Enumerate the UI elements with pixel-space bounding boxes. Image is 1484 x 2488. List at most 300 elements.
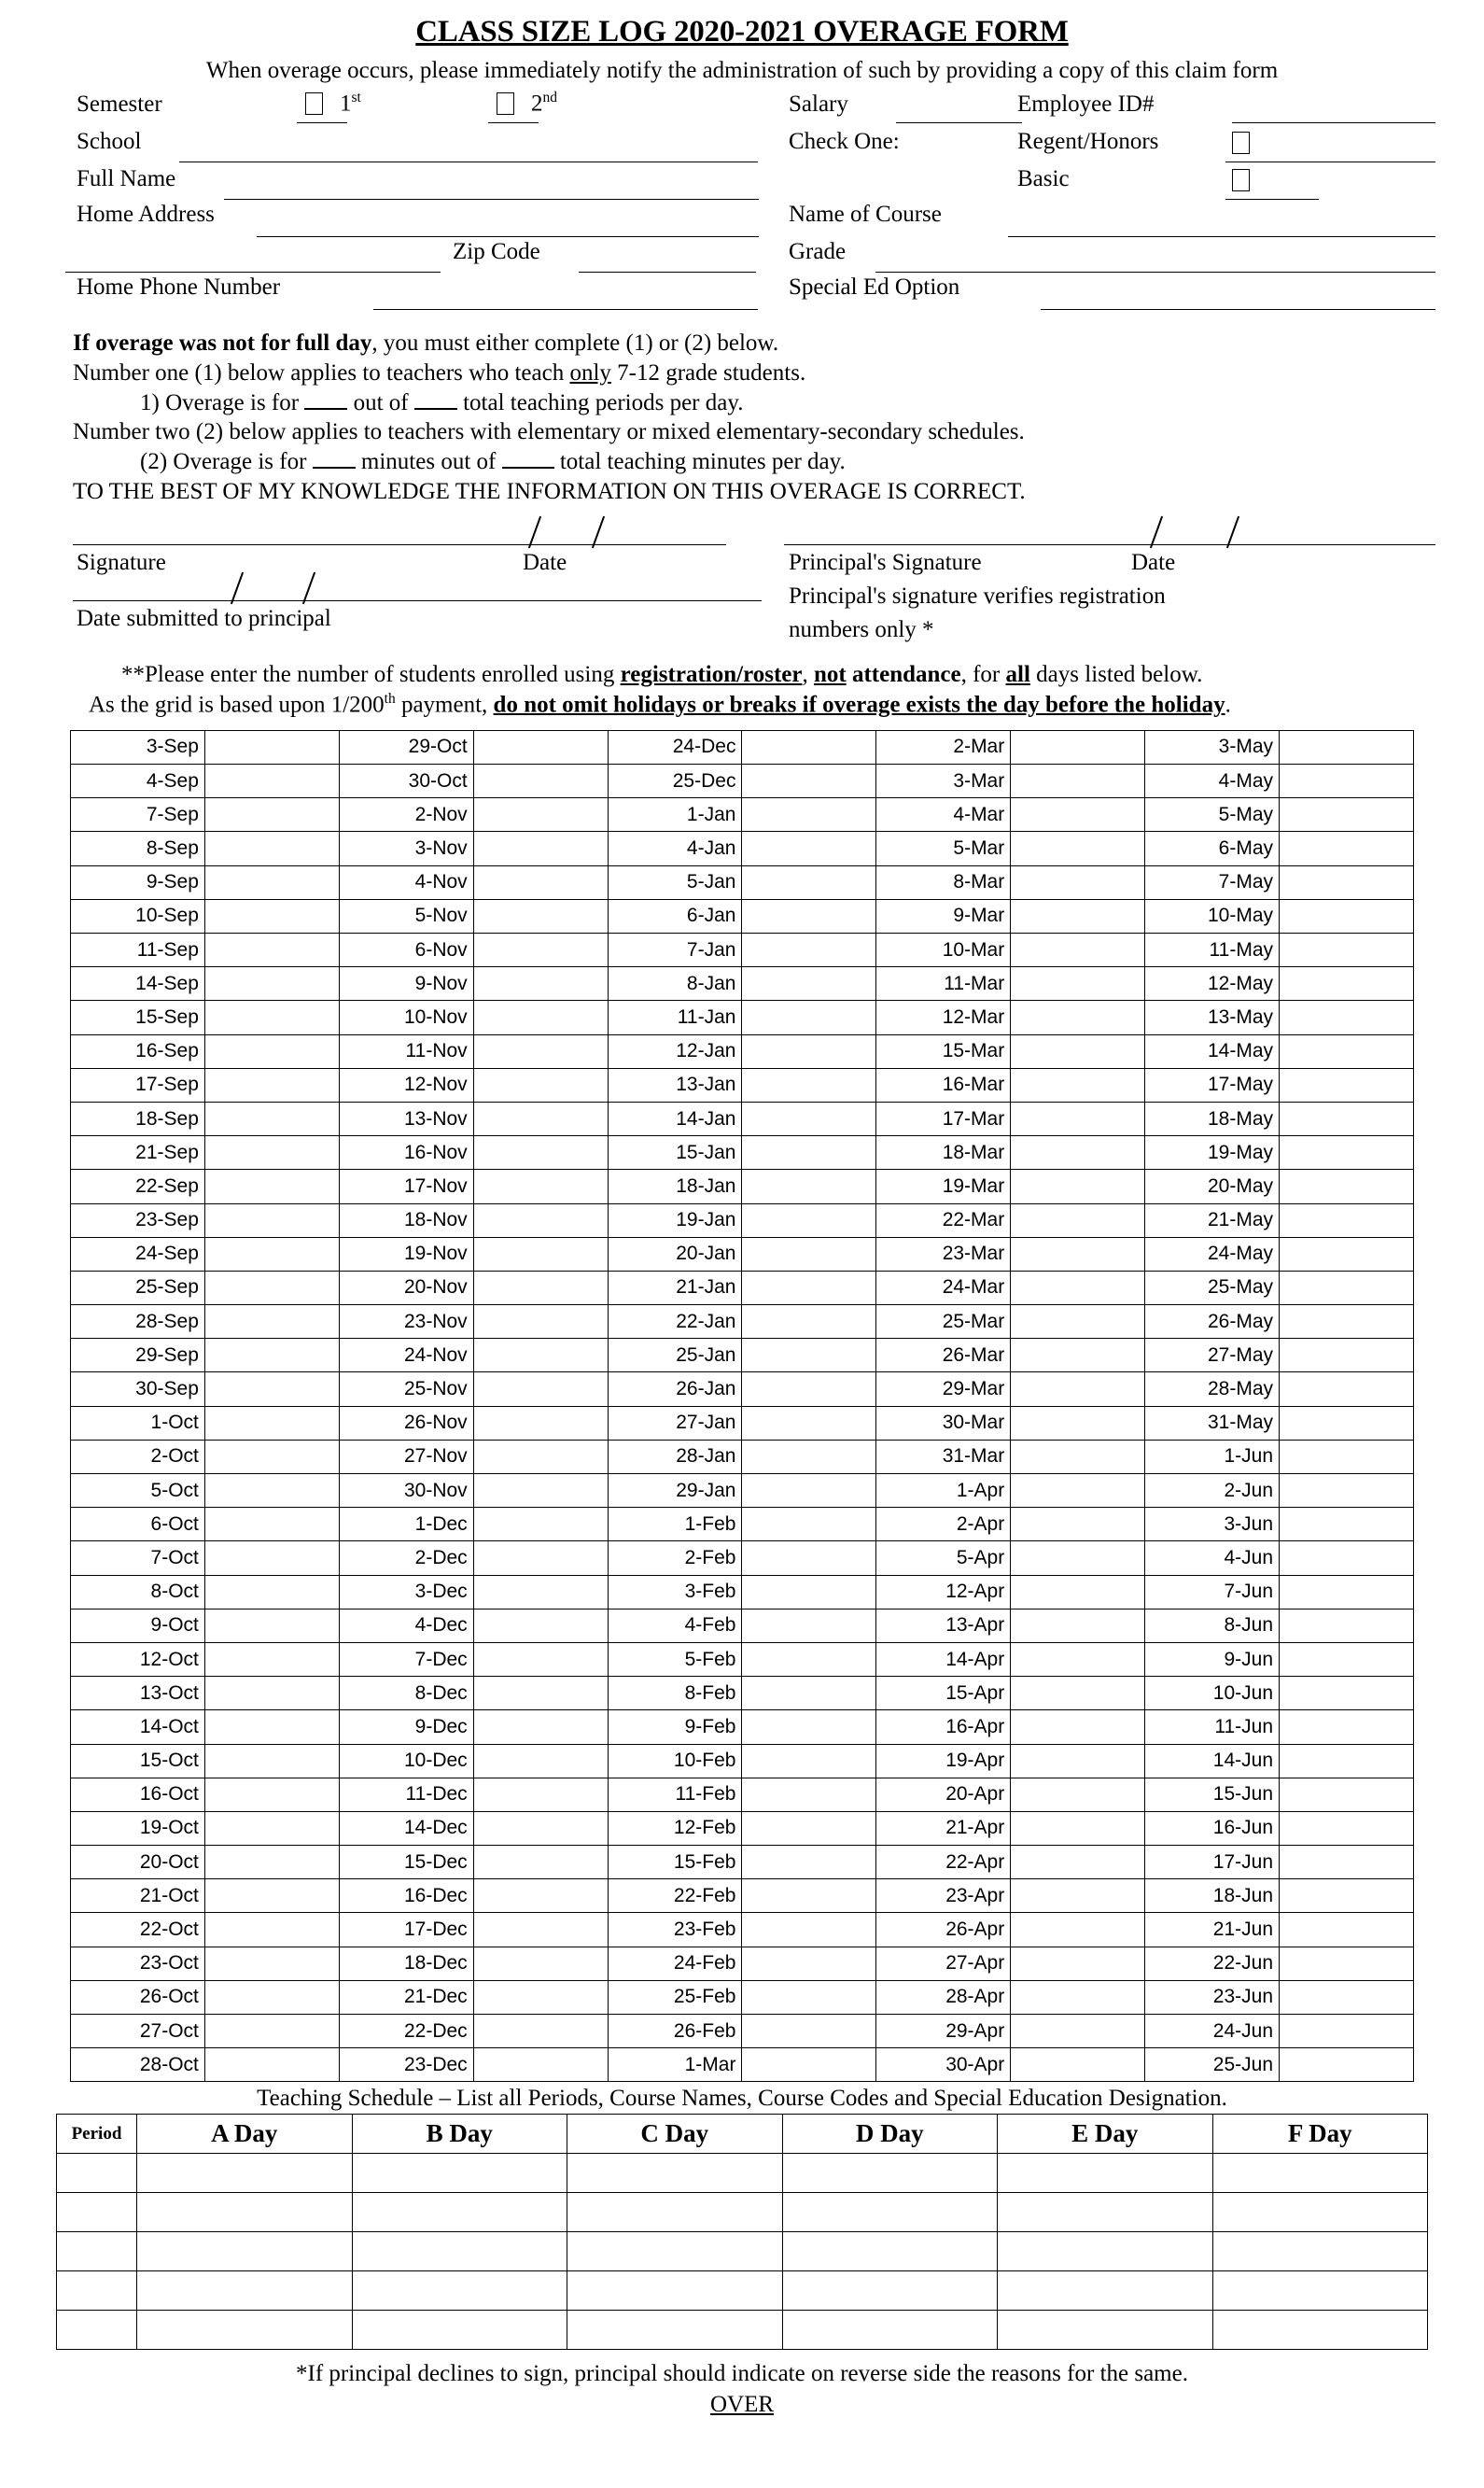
enrollment-entry-cell[interactable] <box>742 967 876 1001</box>
schedule-course-cell[interactable] <box>782 2154 998 2193</box>
enrollment-entry-cell[interactable] <box>1011 1846 1145 1879</box>
enrollment-entry-cell[interactable] <box>1011 1609 1145 1642</box>
schedule-period-cell[interactable] <box>57 2271 137 2311</box>
enrollment-entry-cell[interactable] <box>204 1710 339 1744</box>
schedule-course-cell[interactable] <box>998 2271 1213 2311</box>
enrollment-entry-cell[interactable] <box>1011 1305 1145 1339</box>
schedule-course-cell[interactable] <box>352 2271 567 2311</box>
enrollment-entry-cell[interactable] <box>742 765 876 798</box>
enrollment-entry-cell[interactable] <box>204 1372 339 1406</box>
enrollment-entry-cell[interactable] <box>473 1609 608 1642</box>
date-cell: 11-May <box>1145 934 1280 967</box>
enrollment-entry-cell[interactable] <box>742 899 876 933</box>
enrollment-entry-cell[interactable] <box>204 1609 339 1642</box>
enrollment-entry-cell[interactable] <box>204 1305 339 1339</box>
schedule-course-cell[interactable] <box>137 2232 353 2271</box>
salary-field[interactable] <box>896 122 1022 123</box>
enrollment-entry-cell[interactable] <box>473 1710 608 1744</box>
enrollment-entry-cell[interactable] <box>473 1237 608 1271</box>
enrollment-entry-cell[interactable] <box>473 1271 608 1304</box>
enrollment-entry-cell[interactable] <box>473 899 608 933</box>
enrollment-entry-cell[interactable] <box>742 1203 876 1237</box>
date-cell: 4-Mar <box>876 798 1011 832</box>
overage-periods-blank[interactable] <box>304 408 347 410</box>
enrollment-entry-cell[interactable] <box>742 865 876 899</box>
zip-code-field[interactable] <box>579 272 756 273</box>
enrollment-entry-cell[interactable] <box>204 934 339 967</box>
enrollment-entry-cell[interactable] <box>1011 1879 1145 1913</box>
schedule-course-cell[interactable] <box>567 2232 783 2271</box>
enrollment-entry-cell[interactable] <box>204 1846 339 1879</box>
regent-honors-label: Regent/Honors <box>1017 129 1159 155</box>
enrollment-entry-cell[interactable] <box>473 1879 608 1913</box>
enrollment-entry-cell[interactable] <box>742 1136 876 1170</box>
enrollment-entry-cell[interactable] <box>1280 1879 1414 1913</box>
enrollment-entry-cell[interactable] <box>1280 1778 1414 1811</box>
date-cell: 11-Nov <box>339 1034 473 1068</box>
principal-signature-rule[interactable] <box>784 544 1435 545</box>
enrollment-entry-cell[interactable] <box>473 1372 608 1406</box>
enrollment-entry-cell[interactable] <box>204 1406 339 1440</box>
enrollment-entry-cell[interactable] <box>1280 1508 1414 1541</box>
date-cell: 25-Jan <box>608 1339 742 1372</box>
enrollment-entry-cell[interactable] <box>742 730 876 764</box>
enrollment-entry-cell[interactable] <box>1011 1034 1145 1068</box>
name-of-course-field[interactable] <box>1008 236 1435 237</box>
schedule-course-cell[interactable] <box>998 2154 1213 2193</box>
enrollment-entry-cell[interactable] <box>204 1642 339 1676</box>
enrollment-entry-cell[interactable] <box>1280 1541 1414 1575</box>
enrollment-entry-cell[interactable] <box>473 1136 608 1170</box>
schedule-course-cell[interactable] <box>567 2154 783 2193</box>
special-ed-option-label: Special Ed Option <box>789 274 960 301</box>
schedule-course-cell[interactable] <box>352 2232 567 2271</box>
schedule-course-cell[interactable] <box>1212 2271 1428 2311</box>
enrollment-entry-cell[interactable] <box>1280 1947 1414 1980</box>
total-periods-blank[interactable] <box>414 408 457 410</box>
enrollment-entry-cell[interactable] <box>1011 730 1145 764</box>
enrollment-entry-cell[interactable] <box>204 1913 339 1947</box>
enrollment-entry-cell[interactable] <box>742 1541 876 1575</box>
enrollment-entry-cell[interactable] <box>742 1677 876 1710</box>
enrollment-entry-cell[interactable] <box>473 1947 608 1980</box>
date-grid-row <box>71 1203 1414 1237</box>
enrollment-entry-cell[interactable] <box>204 967 339 1001</box>
enrollment-entry-cell[interactable] <box>473 1846 608 1879</box>
schedule-course-cell[interactable] <box>137 2311 353 2350</box>
enrollment-entry-cell[interactable] <box>473 1474 608 1508</box>
enrollment-entry-cell[interactable] <box>473 2048 608 2082</box>
basic-checkbox[interactable] <box>1232 169 1250 191</box>
enrollment-entry-cell[interactable] <box>1280 967 1414 1001</box>
schedule-period-cell[interactable] <box>57 2232 137 2271</box>
enrollment-entry-cell[interactable] <box>742 1575 876 1609</box>
enrollment-entry-cell[interactable] <box>742 1778 876 1811</box>
enrollment-entry-cell[interactable] <box>473 1913 608 1947</box>
enrollment-entry-cell[interactable] <box>204 1102 339 1135</box>
semester-1st-rule <box>297 122 347 123</box>
enrollment-entry-cell[interactable] <box>742 1034 876 1068</box>
enrollment-entry-cell[interactable] <box>1011 1372 1145 1406</box>
enrollment-entry-cell[interactable] <box>742 1913 876 1947</box>
enrollment-entry-cell[interactable] <box>1011 1001 1145 1034</box>
instruction-line-6: TO THE BEST OF MY KNOWLEDGE THE INFORMATION ON THIS OVERAGE IS CORRECT. <box>73 478 1026 504</box>
enrollment-entry-cell[interactable] <box>473 765 608 798</box>
special-ed-option-field[interactable] <box>1041 309 1435 310</box>
enrollment-entry-cell[interactable] <box>1280 1305 1414 1339</box>
semester-1st-checkbox[interactable] <box>305 92 323 115</box>
employee-id-label: Employee ID# <box>1017 91 1155 118</box>
date-cell: 13-Oct <box>71 1677 205 1710</box>
date-cell: 18-Nov <box>339 1203 473 1237</box>
employee-id-field[interactable] <box>1232 122 1435 123</box>
enrollment-entry-cell[interactable] <box>1280 730 1414 764</box>
enrollment-entry-cell[interactable] <box>1280 1001 1414 1034</box>
enrollment-entry-cell[interactable] <box>204 1778 339 1811</box>
date-cell: 24-Sep <box>71 1237 205 1271</box>
overage-minutes-blank[interactable] <box>313 467 356 469</box>
schedule-course-cell[interactable] <box>567 2311 783 2350</box>
enrollment-entry-cell[interactable] <box>204 798 339 832</box>
schedule-course-cell[interactable] <box>782 2311 998 2350</box>
enrollment-entry-cell[interactable] <box>1011 1947 1145 1980</box>
enrollment-entry-cell[interactable] <box>204 1001 339 1034</box>
enrollment-entry-cell[interactable] <box>473 1778 608 1811</box>
enrollment-entry-cell[interactable] <box>1011 2015 1145 2048</box>
enrollment-entry-cell[interactable] <box>473 1305 608 1339</box>
enrollment-entry-cell[interactable] <box>1280 1136 1414 1170</box>
enrollment-entry-cell[interactable] <box>1280 1677 1414 1710</box>
enrollment-entry-cell[interactable] <box>742 1102 876 1135</box>
date-cell: 22-Apr <box>876 1846 1011 1879</box>
enrollment-entry-cell[interactable] <box>204 765 339 798</box>
regent-honors-checkbox[interactable] <box>1232 132 1250 154</box>
date-grid-row <box>71 1677 1414 1710</box>
enrollment-entry-cell[interactable] <box>1011 832 1145 865</box>
schedule-course-cell[interactable] <box>782 2271 998 2311</box>
date-cell: 17-Jun <box>1145 1846 1280 1879</box>
date-cell: 20-Oct <box>71 1846 205 1879</box>
enrollment-entry-cell[interactable] <box>742 1710 876 1744</box>
enrollment-entry-cell[interactable] <box>742 2048 876 2082</box>
enrollment-entry-cell[interactable] <box>1280 2015 1414 2048</box>
date-cell: 13-May <box>1145 1001 1280 1034</box>
grade-field[interactable] <box>875 272 1435 273</box>
enrollment-entry-cell[interactable] <box>473 1744 608 1778</box>
schedule-course-cell[interactable] <box>137 2154 353 2193</box>
date-cell: 3-Jun <box>1145 1508 1280 1541</box>
grid-notes <box>0 660 1484 721</box>
enrollment-entry-cell[interactable] <box>1280 1980 1414 2014</box>
schedule-period-cell[interactable] <box>57 2193 137 2232</box>
enrollment-entry-cell[interactable] <box>473 1440 608 1473</box>
date-cell: 3-Dec <box>339 1575 473 1609</box>
enrollment-entry-cell[interactable] <box>1280 1271 1414 1304</box>
date-cell: 12-Jan <box>608 1034 742 1068</box>
enrollment-entry-cell[interactable] <box>1011 1575 1145 1609</box>
enrollment-entry-cell[interactable] <box>742 832 876 865</box>
enrollment-entry-cell[interactable] <box>204 1811 339 1845</box>
schedule-course-cell[interactable] <box>998 2193 1213 2232</box>
schedule-period-cell[interactable] <box>57 2154 137 2193</box>
date-cell: 2-Oct <box>71 1440 205 1473</box>
enrollment-entry-cell[interactable] <box>473 1339 608 1372</box>
enrollment-entry-cell[interactable] <box>742 1846 876 1879</box>
enrollment-entry-cell[interactable] <box>1011 1440 1145 1473</box>
enrollment-entry-cell[interactable] <box>1011 1474 1145 1508</box>
enrollment-entry-cell[interactable] <box>204 2048 339 2082</box>
enrollment-entry-cell[interactable] <box>473 1575 608 1609</box>
date-cell: 15-Oct <box>71 1744 205 1778</box>
enrollment-entry-cell[interactable] <box>473 832 608 865</box>
enrollment-entry-cell[interactable] <box>204 1440 339 1473</box>
enrollment-entry-cell[interactable] <box>204 1170 339 1203</box>
enrollment-entry-cell[interactable] <box>204 1068 339 1102</box>
enrollment-entry-cell[interactable] <box>204 1677 339 1710</box>
enrollment-entry-cell[interactable] <box>742 1068 876 1102</box>
total-minutes-blank[interactable] <box>502 467 554 469</box>
schedule-course-cell[interactable] <box>782 2232 998 2271</box>
schedule-course-cell[interactable] <box>567 2193 783 2232</box>
zip-code-left-rule <box>65 272 441 273</box>
date-cell: 22-Dec <box>339 2015 473 2048</box>
enrollment-entry-cell[interactable] <box>1011 1203 1145 1237</box>
enrollment-entry-cell[interactable] <box>1280 798 1414 832</box>
enrollment-entry-cell[interactable] <box>742 1744 876 1778</box>
enrollment-entry-cell[interactable] <box>204 865 339 899</box>
enrollment-entry-cell[interactable] <box>204 899 339 933</box>
date-cell: 23-Mar <box>876 1237 1011 1271</box>
enrollment-entry-cell[interactable] <box>742 2015 876 2048</box>
enrollment-entry-cell[interactable] <box>1280 1170 1414 1203</box>
enrollment-entry-cell[interactable] <box>1011 1102 1145 1135</box>
date-cell: 3-Sep <box>71 730 205 764</box>
enrollment-entry-cell[interactable] <box>1011 1508 1145 1541</box>
enrollment-entry-cell[interactable] <box>204 1541 339 1575</box>
home-phone-field[interactable] <box>373 309 758 310</box>
enrollment-entry-cell[interactable] <box>1011 1744 1145 1778</box>
enrollment-entry-cell[interactable] <box>742 1440 876 1473</box>
enrollment-entry-cell[interactable] <box>1011 1339 1145 1372</box>
schedule-course-cell[interactable] <box>1212 2311 1428 2350</box>
full-name-field[interactable] <box>224 199 759 200</box>
enrollment-entry-cell[interactable] <box>1280 934 1414 967</box>
enrollment-entry-cell[interactable] <box>473 1170 608 1203</box>
enrollment-entry-cell[interactable] <box>1280 1237 1414 1271</box>
teaching-schedule-table <box>56 2114 1428 2350</box>
home-phone-label: Home Phone Number <box>77 274 281 301</box>
date-cell: 24-Mar <box>876 1271 1011 1304</box>
schedule-period-cell[interactable] <box>57 2311 137 2350</box>
enrollment-entry-cell[interactable] <box>473 1001 608 1034</box>
enrollment-entry-cell[interactable] <box>1280 1846 1414 1879</box>
enrollment-entry-cell[interactable] <box>1280 1440 1414 1473</box>
enrollment-entry-cell[interactable] <box>473 865 608 899</box>
schedule-course-cell[interactable] <box>1212 2232 1428 2271</box>
enrollment-entry-cell[interactable] <box>742 1305 876 1339</box>
enrollment-entry-cell[interactable] <box>1011 1237 1145 1271</box>
enrollment-entry-cell[interactable] <box>473 1508 608 1541</box>
enrollment-entry-cell[interactable] <box>1280 865 1414 899</box>
date-submitted-rule[interactable] <box>73 600 762 601</box>
schedule-course-cell[interactable] <box>998 2232 1213 2271</box>
enrollment-entry-cell[interactable] <box>742 1609 876 1642</box>
enrollment-entry-cell[interactable] <box>1011 1170 1145 1203</box>
enrollment-entry-cell[interactable] <box>1011 1068 1145 1102</box>
enrollment-entry-cell[interactable] <box>742 1508 876 1541</box>
enrollment-entry-cell[interactable] <box>473 730 608 764</box>
enrollment-entry-cell[interactable] <box>742 1339 876 1372</box>
enrollment-entry-cell[interactable] <box>1280 1609 1414 1642</box>
enrollment-entry-cell[interactable] <box>1280 1744 1414 1778</box>
enrollment-entry-cell[interactable] <box>204 730 339 764</box>
schedule-course-cell[interactable] <box>352 2193 567 2232</box>
enrollment-entry-cell[interactable] <box>1280 1034 1414 1068</box>
enrollment-entry-cell[interactable] <box>473 967 608 1001</box>
enrollment-entry-cell[interactable] <box>1011 798 1145 832</box>
enrollment-entry-cell[interactable] <box>473 1034 608 1068</box>
date-cell: 10-Jun <box>1145 1677 1280 1710</box>
enrollment-entry-cell[interactable] <box>742 798 876 832</box>
enrollment-entry-cell[interactable] <box>742 1474 876 1508</box>
enrollment-entry-cell[interactable] <box>1011 1778 1145 1811</box>
enrollment-entry-cell[interactable] <box>1011 934 1145 967</box>
enrollment-entry-cell[interactable] <box>1280 1339 1414 1372</box>
grade-label: Grade <box>789 239 847 265</box>
enrollment-entry-cell[interactable] <box>1011 1271 1145 1304</box>
date-grid-row <box>71 1846 1414 1879</box>
enrollment-entry-cell[interactable] <box>473 1811 608 1845</box>
enrollment-entry-cell[interactable] <box>742 1001 876 1034</box>
enrollment-entry-cell[interactable] <box>742 1980 876 2014</box>
enrollment-entry-cell[interactable] <box>1280 1474 1414 1508</box>
schedule-course-cell[interactable] <box>352 2311 567 2350</box>
enrollment-entry-cell[interactable] <box>1280 1642 1414 1676</box>
enrollment-entry-cell[interactable] <box>204 1034 339 1068</box>
enrollment-entry-cell[interactable] <box>742 1879 876 1913</box>
enrollment-entry-cell[interactable] <box>204 2015 339 2048</box>
enrollment-entry-cell[interactable] <box>473 1541 608 1575</box>
schedule-course-cell[interactable] <box>567 2271 783 2311</box>
enrollment-entry-cell[interactable] <box>1011 1980 1145 2014</box>
enrollment-entry-cell[interactable] <box>473 1642 608 1676</box>
enrollment-entry-cell[interactable] <box>1011 1913 1145 1947</box>
schedule-course-cell[interactable] <box>352 2154 567 2193</box>
enrollment-entry-cell[interactable] <box>473 798 608 832</box>
date-cell: 4-Jun <box>1145 1541 1280 1575</box>
enrollment-entry-cell[interactable] <box>742 1372 876 1406</box>
enrollment-entry-cell[interactable] <box>742 1406 876 1440</box>
enrollment-entry-cell[interactable] <box>473 1102 608 1135</box>
enrollment-entry-cell[interactable] <box>1011 1406 1145 1440</box>
enrollment-entry-cell[interactable] <box>204 1203 339 1237</box>
enrollment-entry-cell[interactable] <box>204 1744 339 1778</box>
semester-2nd-checkbox[interactable] <box>497 92 514 115</box>
date-cell: 18-Sep <box>71 1102 205 1135</box>
enrollment-entry-cell[interactable] <box>204 1508 339 1541</box>
enrollment-entry-cell[interactable] <box>1280 2048 1414 2082</box>
schedule-course-cell[interactable] <box>1212 2154 1428 2193</box>
enrollment-entry-cell[interactable] <box>204 1271 339 1304</box>
enrollment-entry-cell[interactable] <box>1280 1811 1414 1845</box>
schedule-course-cell[interactable] <box>137 2193 353 2232</box>
enrollment-entry-cell[interactable] <box>204 1879 339 1913</box>
enrollment-entry-cell[interactable] <box>1011 1642 1145 1676</box>
date-cell: 31-Mar <box>876 1440 1011 1473</box>
enrollment-entry-cell[interactable] <box>204 1339 339 1372</box>
enrollment-entry-cell[interactable] <box>742 1811 876 1845</box>
enrollment-entry-cell[interactable] <box>742 1237 876 1271</box>
enrollment-entry-cell[interactable] <box>742 1170 876 1203</box>
enrollment-entry-cell[interactable] <box>1280 832 1414 865</box>
enrollment-entry-cell[interactable] <box>1280 1068 1414 1102</box>
enrollment-entry-cell[interactable] <box>204 1947 339 1980</box>
date-cell: 15-Sep <box>71 1001 205 1034</box>
enrollment-entry-cell[interactable] <box>1280 1102 1414 1135</box>
enrollment-entry-cell[interactable] <box>742 1947 876 1980</box>
enrollment-entry-cell[interactable] <box>1011 865 1145 899</box>
enrollment-entry-cell[interactable] <box>1280 1406 1414 1440</box>
enrollment-entry-cell[interactable] <box>1280 899 1414 933</box>
enrollment-entry-cell[interactable] <box>204 1136 339 1170</box>
enrollment-entry-cell[interactable] <box>1280 1913 1414 1947</box>
signature-rule[interactable] <box>73 544 726 545</box>
schedule-course-cell[interactable] <box>998 2311 1213 2350</box>
enrollment-entry-cell[interactable] <box>1011 765 1145 798</box>
enrollment-entry-cell[interactable] <box>742 934 876 967</box>
date-cell: 14-May <box>1145 1034 1280 1068</box>
enrollment-entry-cell[interactable] <box>473 2015 608 2048</box>
enrollment-entry-cell[interactable] <box>473 1406 608 1440</box>
date-cell: 31-May <box>1145 1406 1280 1440</box>
enrollment-entry-cell[interactable] <box>1011 1811 1145 1845</box>
enrollment-entry-cell[interactable] <box>204 1474 339 1508</box>
enrollment-entry-cell[interactable] <box>1011 2048 1145 2082</box>
enrollment-entry-cell[interactable] <box>1280 1710 1414 1744</box>
enrollment-entry-cell[interactable] <box>204 832 339 865</box>
schedule-course-cell[interactable] <box>1212 2193 1428 2232</box>
enrollment-entry-cell[interactable] <box>473 1068 608 1102</box>
schedule-course-cell[interactable] <box>782 2193 998 2232</box>
enrollment-entry-cell[interactable] <box>473 1677 608 1710</box>
enrollment-entry-cell[interactable] <box>204 1237 339 1271</box>
date-cell: 11-Mar <box>876 967 1011 1001</box>
schedule-header-d-day: D Day <box>782 2115 998 2154</box>
enrollment-entry-cell[interactable] <box>742 1642 876 1676</box>
enrollment-entry-cell[interactable] <box>1011 1541 1145 1575</box>
enrollment-entry-cell[interactable] <box>1280 1372 1414 1406</box>
enrollment-entry-cell[interactable] <box>204 1980 339 2014</box>
schedule-row <box>57 2193 1428 2232</box>
enrollment-entry-cell[interactable] <box>1280 1203 1414 1237</box>
home-address-field[interactable] <box>257 236 759 237</box>
enrollment-entry-cell[interactable] <box>1011 1710 1145 1744</box>
enrollment-entry-cell[interactable] <box>1011 967 1145 1001</box>
enrollment-entry-cell[interactable] <box>1011 899 1145 933</box>
enrollment-entry-cell[interactable] <box>473 934 608 967</box>
date-cell: 23-Feb <box>608 1913 742 1947</box>
enrollment-entry-cell[interactable] <box>473 1980 608 2014</box>
enrollment-entry-cell[interactable] <box>1280 1575 1414 1609</box>
enrollment-entry-cell[interactable] <box>473 1203 608 1237</box>
schedule-course-cell[interactable] <box>137 2271 353 2311</box>
date-cell: 2-Dec <box>339 1541 473 1575</box>
enrollment-entry-cell[interactable] <box>1011 1136 1145 1170</box>
enrollment-entry-cell[interactable] <box>1280 765 1414 798</box>
enrollment-entry-cell[interactable] <box>742 1271 876 1304</box>
enrollment-entry-cell[interactable] <box>204 1575 339 1609</box>
enrollment-entry-cell[interactable] <box>1011 1677 1145 1710</box>
